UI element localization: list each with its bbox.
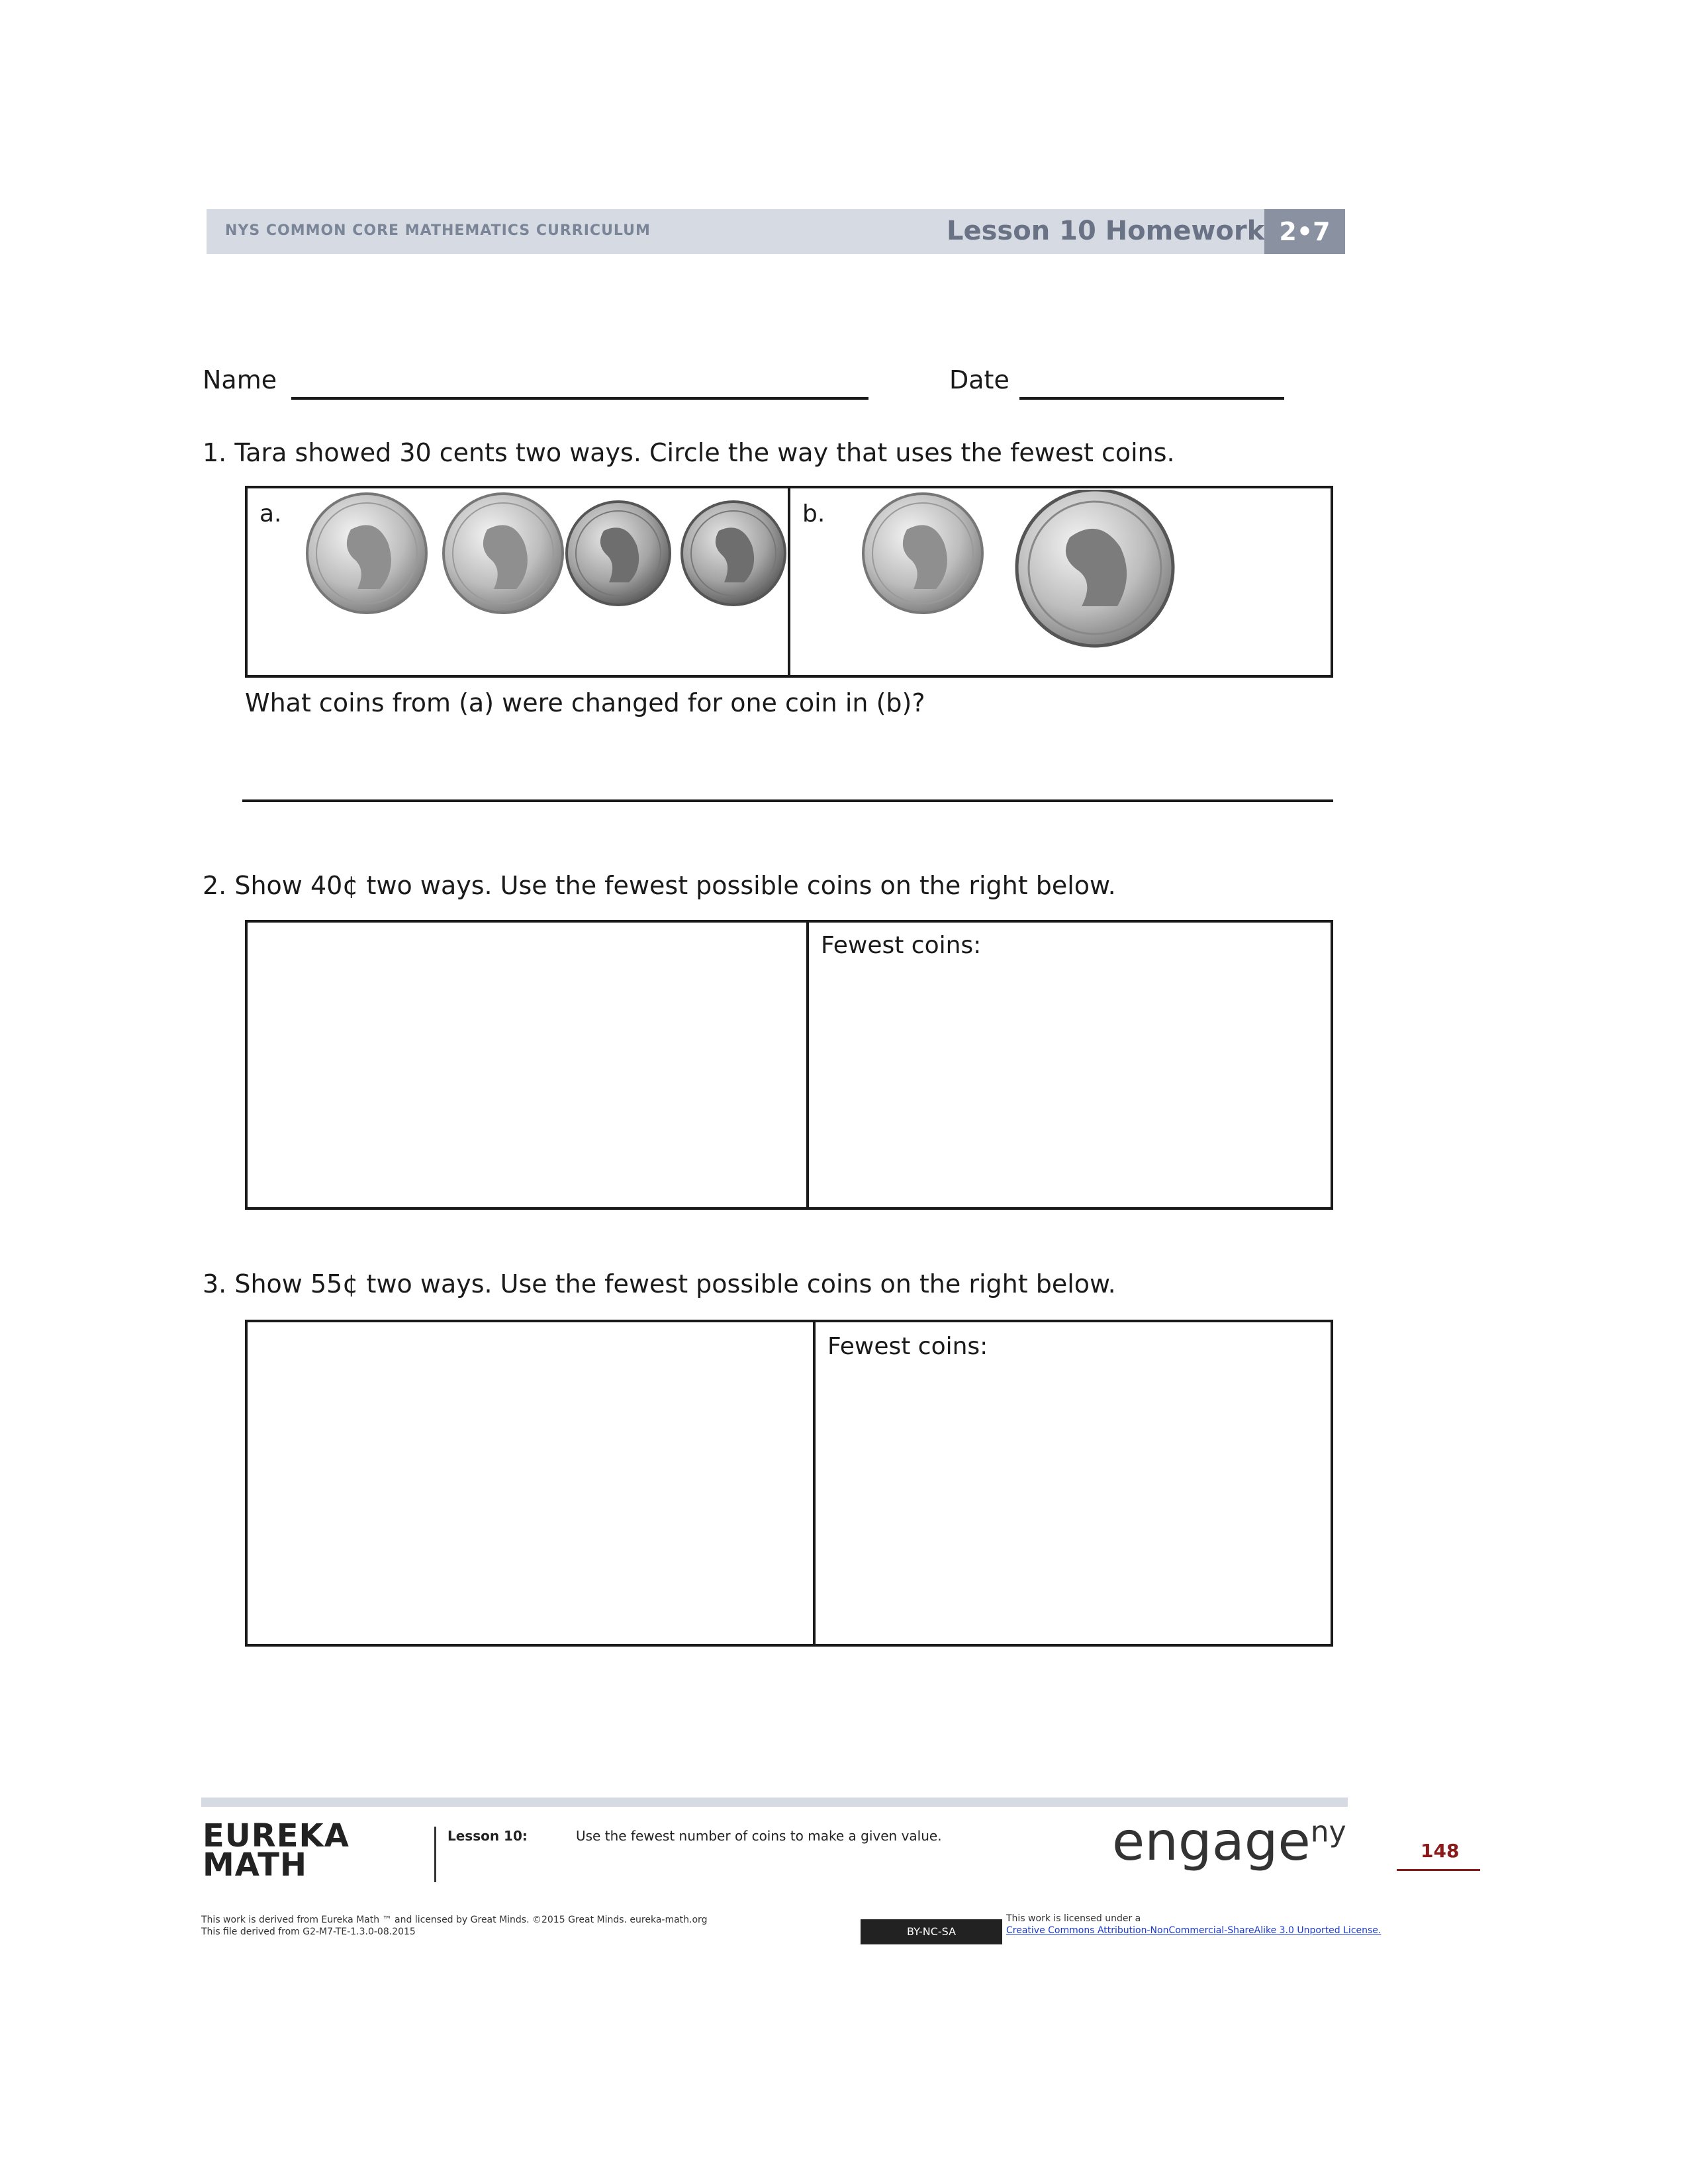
license-text xyxy=(1006,1913,1381,1936)
page-number: 148 xyxy=(1421,1840,1460,1862)
footer-band xyxy=(201,1797,1348,1807)
dime-icon xyxy=(682,502,785,605)
question-1-followup: What coins from (a) were changed for one coin in (b)? xyxy=(245,688,925,717)
question-3-fewest-area[interactable] xyxy=(816,1322,1331,1644)
question-2-fewest-area[interactable] xyxy=(809,923,1331,1207)
grade-module-badge: 2•7 xyxy=(1264,209,1345,254)
footer-credits xyxy=(201,1914,707,1938)
license-link[interactable]: Creative Commons Attribution-NonCommercial-ShareAlike 3.0 Unported License. xyxy=(1006,1925,1382,1936)
eureka-logo-line1: EUREKA xyxy=(203,1817,350,1854)
license-line-1: This work is licensed under a xyxy=(1006,1913,1141,1924)
date-line[interactable] xyxy=(1019,397,1284,400)
page-number-underline xyxy=(1397,1869,1480,1871)
question-3-prompt: 3. Show 55¢ two ways. Use the fewest possible coins on the right below. xyxy=(203,1269,1116,1298)
footer-lesson: Lesson 10: xyxy=(447,1828,528,1844)
engage-sup: ny xyxy=(1310,1815,1346,1849)
nickel-icon xyxy=(307,494,426,613)
question-3-fewest-label: Fewest coins: xyxy=(827,1333,988,1360)
nickel-icon xyxy=(863,494,982,613)
question-1-prompt: 1. Tara showed 30 cents two ways. Circle the way that uses the fewest coins. xyxy=(203,438,1175,467)
question-1-answer-line[interactable] xyxy=(242,799,1333,802)
footer-objective: Use the fewest number of coins to make a given value. xyxy=(576,1828,942,1844)
quarter-icon xyxy=(1017,490,1173,646)
footer-divider xyxy=(434,1827,436,1882)
name-line[interactable] xyxy=(291,397,868,400)
footer-credit-1: This work is derived from Eureka Math ™ and licensed by Great Minds. ©2015 Great Minds. eureka-math.org xyxy=(201,1915,708,1925)
question-3-work-area[interactable] xyxy=(248,1322,812,1644)
eureka-logo xyxy=(203,1817,350,1884)
engageny-logo xyxy=(1112,1811,1346,1872)
date-label: Date xyxy=(949,365,1009,394)
engage-text: engage xyxy=(1112,1811,1311,1872)
lesson-title: Lesson 10 Homework xyxy=(947,216,1265,246)
question-2-work-area[interactable] xyxy=(248,923,805,1207)
dime-icon xyxy=(567,502,670,605)
nickel-icon xyxy=(444,494,563,613)
option-b-label: b. xyxy=(802,500,825,527)
cc-license-badge[interactable]: BY-NC-SA xyxy=(861,1919,1002,1944)
curriculum-title: NYS COMMON CORE MATHEMATICS CURRICULUM xyxy=(225,222,651,239)
eureka-logo-line2: MATH xyxy=(203,1846,308,1884)
option-b-coins[interactable] xyxy=(854,490,1198,668)
footer-credit-2: This file derived from G2-M7-TE-1.3.0-08.2015 xyxy=(201,1927,416,1937)
question-2-prompt: 2. Show 40¢ two ways. Use the fewest possible coins on the right below. xyxy=(203,871,1116,900)
question-2-fewest-label: Fewest coins: xyxy=(821,932,982,959)
name-label: Name xyxy=(203,365,277,394)
option-a-label: a. xyxy=(259,500,282,527)
